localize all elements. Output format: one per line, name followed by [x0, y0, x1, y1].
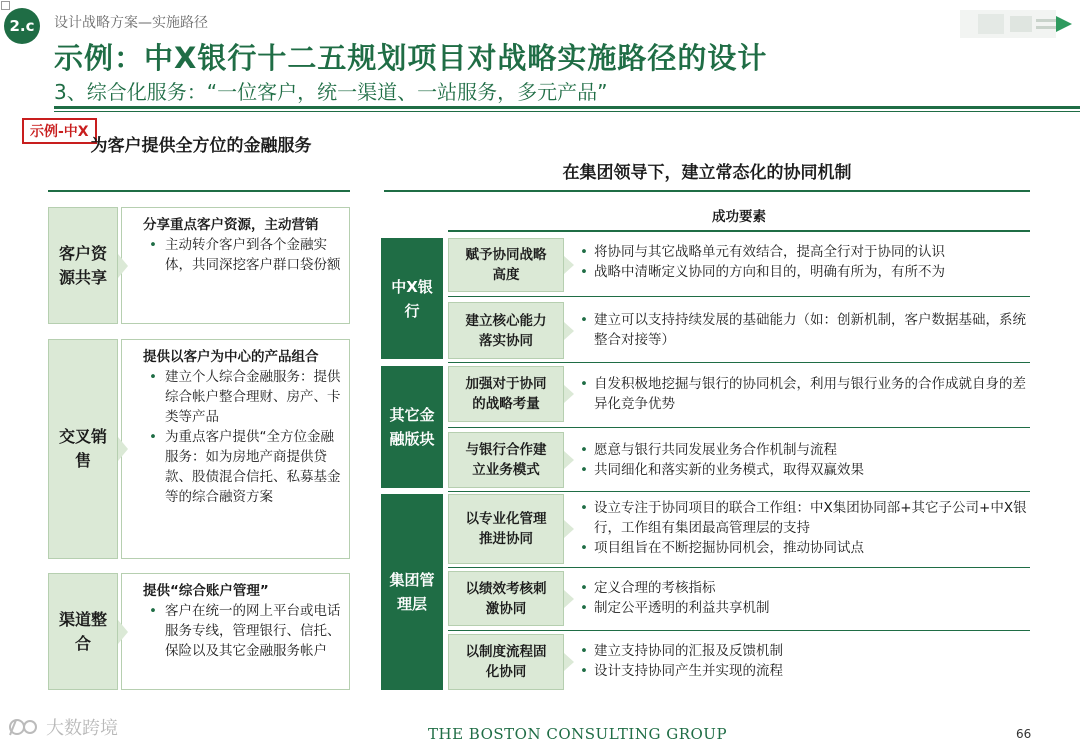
left-row-title: 提供以客户为中心的产品组合: [143, 349, 319, 365]
success-factor-detail: [564, 238, 1030, 292]
page-subtitle: 3、综合化服务：“一位客户，统一渠道、一站服务，多元产品”: [54, 80, 608, 104]
success-factors-label: 成功要素: [712, 209, 766, 225]
right-column-heading: 在集团领导下，建立常态化的协同机制: [562, 163, 852, 183]
footer-brand: THE BOSTON CONSULTING GROUP: [428, 725, 728, 743]
success-factor-detail: [564, 494, 1030, 564]
success-factor-row: [448, 366, 1030, 422]
arrow-icon: [118, 254, 128, 278]
left-column-heading: 为客户提供全方位的金融服务: [90, 136, 312, 156]
left-row-label: 客户资源共享: [48, 207, 118, 324]
row-divider: [448, 427, 1030, 428]
page-number: 66: [1016, 727, 1032, 741]
list-item: • 设立专注于协同项目的联合工作组：中X集团协同部+其它子公司+中X银行，工作组有集团最高管理层的支持: [578, 498, 1030, 538]
list-item: • 建立可以支持持续发展的基础能力（如：创新机制，客户数据基础，系统整合对接等）: [578, 310, 1030, 350]
group-label-bank: 中X银行: [381, 238, 443, 359]
success-factor-title: 赋予协同战略高度: [448, 238, 564, 292]
success-factor-row: [448, 494, 1030, 564]
success-factor-detail: [564, 634, 1030, 690]
row-divider: [448, 567, 1030, 568]
left-row-label: 渠道整合: [48, 573, 118, 690]
success-factor-row: [448, 238, 1030, 292]
row-divider: [448, 491, 1030, 492]
success-factor-title: 与银行合作建立业务模式: [448, 432, 564, 488]
success-factor-row: [448, 634, 1030, 690]
list-item: • 项目组旨在不断挖掘协同机会，推动协同试点: [578, 538, 1030, 558]
left-row-title: 提供“综合账户管理”: [143, 583, 269, 599]
watermark-text: 大数跨境: [46, 718, 118, 739]
success-factor-row: [448, 302, 1030, 359]
list-item: • 愿意与银行共同发展业务合作机制与流程: [578, 440, 1030, 460]
list-item: • 建立个人综合金融服务：提供综合帐户整合理财、房产、卡类等产品: [147, 367, 341, 427]
left-row-body: [121, 573, 350, 690]
success-factor-title: 加强对于协同的战略考量: [448, 366, 564, 422]
success-factors-divider: [448, 230, 1030, 232]
watermark-logo-icon: [8, 717, 42, 737]
left-row-body: [121, 207, 350, 324]
list-item: • 将协同与其它战略单元有效结合，提高全行对于协同的认识: [578, 242, 1030, 262]
left-row-title: 分享重点客户资源，主动营销: [143, 217, 319, 233]
corner-mark: [1, 1, 10, 10]
list-item: • 主动转介客户到各个金融实体，共同深挖客户群口袋份额: [147, 235, 341, 275]
list-item: • 设计支持协同产生并实现的流程: [578, 661, 1030, 681]
success-factor-detail: [564, 571, 1030, 626]
left-row-label: 交叉销售: [48, 339, 118, 559]
example-tag: 示例-中X: [22, 118, 97, 144]
list-item: • 战略中清晰定义协同的方向和目的，明确有所为，有所不为: [578, 262, 1030, 282]
success-factor-detail: [564, 366, 1030, 422]
list-item: • 制定公平透明的利益共享机制: [578, 598, 1030, 618]
page-title: 示例：中X银行十二五规划项目对战略实施路径的设计: [54, 41, 768, 75]
success-factor-title: 建立核心能力落实协同: [448, 302, 564, 359]
left-row-customer-sharing: [48, 207, 350, 324]
list-item: • 自发积极地挖掘与银行的协同机会，利用与银行业务的合作成就自身的差异化竞争优势: [578, 374, 1030, 414]
arrow-icon: [118, 620, 128, 644]
watermark: [8, 714, 118, 740]
list-item: • 为重点客户提供“全方位金融服务：如为房地产商提供贷款、股债混合信托、私募基金等的综合融资方案: [147, 427, 341, 507]
success-factor-title: 以专业化管理推进协同: [448, 494, 564, 564]
left-row-body: [121, 339, 350, 559]
success-factor-row: [448, 571, 1030, 626]
list-item: • 共同细化和落实新的业务模式，取得双赢效果: [578, 460, 1030, 480]
list-item: • 建立支持协同的汇报及反馈机制: [578, 641, 1030, 661]
decorative-banner-graphic: [960, 6, 1072, 42]
success-factor-title: 以制度流程固化协同: [448, 634, 564, 690]
header-divider-thin: [54, 111, 1080, 112]
success-factor-detail: [564, 432, 1030, 488]
row-divider: [448, 630, 1030, 631]
group-label-group-management: 集团管理层: [381, 494, 443, 690]
success-factor-title: 以绩效考核刺激协同: [448, 571, 564, 626]
success-factor-row: [448, 432, 1030, 488]
arrow-icon: [118, 437, 128, 461]
left-column-divider: [48, 190, 350, 192]
row-divider: [448, 362, 1030, 363]
left-row-channel-integration: [48, 573, 350, 690]
right-column-divider: [384, 190, 1030, 192]
row-divider: [448, 296, 1030, 297]
list-item: • 客户在统一的网上平台或电话服务专线，管理银行、信托、保险以及其它金融服务帐户: [147, 601, 341, 661]
success-factor-detail: [564, 302, 1030, 359]
left-row-cross-selling: [48, 339, 350, 559]
section-badge: 2.c: [4, 8, 40, 44]
list-item: • 定义合理的考核指标: [578, 578, 1030, 598]
breadcrumb: 设计战略方案—实施路径: [54, 15, 208, 31]
group-label-other-finance: 其它金融版块: [381, 366, 443, 488]
header-divider: [54, 106, 1080, 109]
